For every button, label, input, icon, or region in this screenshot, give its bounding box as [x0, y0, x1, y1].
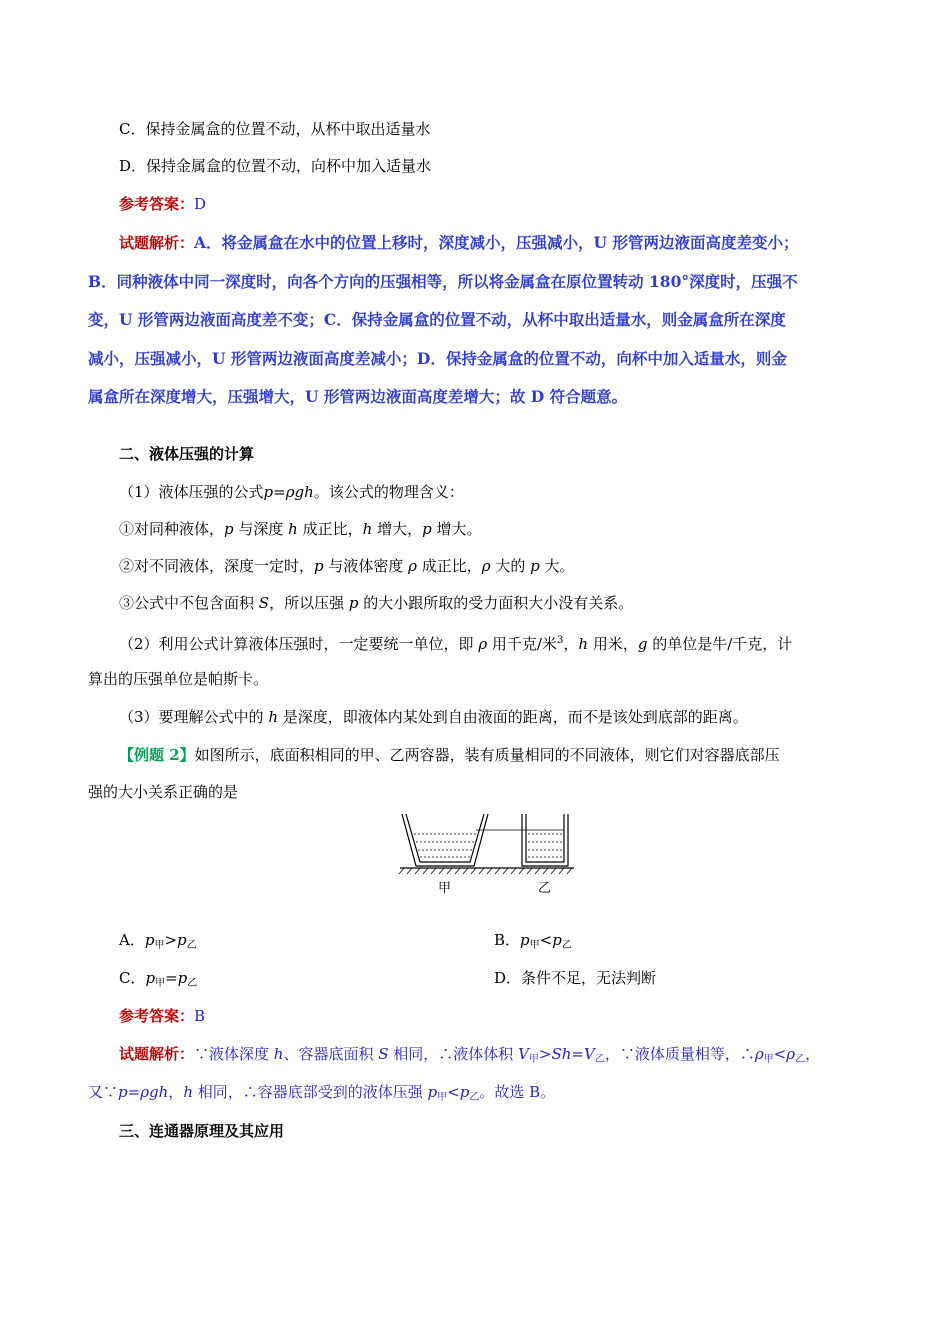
- subscript: 乙: [469, 1092, 480, 1103]
- text: >: [164, 931, 178, 949]
- symbol: ρ: [786, 1045, 796, 1063]
- text: 大。: [539, 557, 575, 575]
- text: 。故选 B。: [479, 1083, 556, 1101]
- text: ②对不同液体，深度一定时，: [119, 557, 315, 575]
- subscript: 乙: [594, 1054, 605, 1065]
- subscript: 甲: [155, 978, 166, 989]
- analysis-ex2-line-2: [88, 1082, 555, 1108]
- text: <: [539, 931, 553, 949]
- text: 、容器底面积: [283, 1045, 379, 1063]
- analysis-line-4: 减小，压强减小，U 形管两边液面高度差减小；D．保持金属盒的位置不动，向杯中加入适量水，则金: [88, 349, 787, 368]
- subscript: 甲: [528, 1054, 539, 1065]
- item-1: [119, 519, 481, 539]
- example-2-line-1: [119, 745, 780, 765]
- symbol: p: [422, 520, 432, 538]
- text: 用米，: [588, 635, 638, 653]
- subscript: 乙: [561, 940, 572, 951]
- text: 又∵: [88, 1083, 119, 1101]
- option-d-ex2: D．条件不足，无法判断: [494, 969, 657, 987]
- text: 。该公式的物理含义：: [313, 483, 464, 501]
- text: 与液体密度: [323, 557, 409, 575]
- answer-value: B: [194, 1007, 206, 1025]
- analysis-line-1: [119, 233, 798, 253]
- symbol: ρ: [481, 557, 491, 575]
- analysis-line-5: 属盒所在深度增大，压强增大，U 形管两边液面高度差增大；故 D 符合题意。: [88, 387, 628, 406]
- symbol: V: [518, 1045, 529, 1063]
- answer-line: [119, 194, 206, 214]
- subscript: 甲: [529, 940, 540, 951]
- text: 的大小跟所取的受力面积大小没有关系。: [358, 594, 634, 612]
- text: 的单位是牛/千克，计: [647, 635, 793, 653]
- text: B．: [494, 931, 521, 949]
- text: 相同，∴容器底部受到的液体压强: [192, 1083, 428, 1101]
- paragraph-2-cont: 算出的压强单位是帕斯卡。: [88, 670, 269, 688]
- symbol: p: [552, 931, 562, 949]
- ground-hatch: [399, 868, 572, 874]
- symbol: S: [378, 1045, 389, 1063]
- option-d: D．保持金属盒的位置不动，向杯中加入适量水: [119, 157, 432, 175]
- symbol: h: [362, 520, 373, 538]
- text: 成正比，: [297, 520, 363, 538]
- symbol: h: [268, 708, 278, 726]
- answer-value: D: [194, 195, 207, 213]
- option-c: C．保持金属盒的位置不动，从杯中取出适量水: [119, 120, 431, 138]
- text: 增大。: [431, 520, 482, 538]
- formula: p=ρgh: [263, 483, 314, 501]
- symbol: h: [183, 1083, 193, 1101]
- item-2: [119, 556, 575, 576]
- symbol: ρ: [754, 1045, 764, 1063]
- symbol: p: [348, 594, 359, 612]
- symbol: p: [520, 931, 530, 949]
- section-3-title: 三、连通器原理及其应用: [119, 1122, 285, 1140]
- symbol: p: [224, 520, 234, 538]
- symbol: ρ: [408, 557, 417, 575]
- analysis-text: A．将金属盒在水中的位置上移时，深度减小，压强减小，U 形管两边液面高度差变小；: [194, 233, 799, 252]
- option-b: [494, 930, 572, 956]
- symbol: h: [578, 635, 589, 653]
- text: =: [165, 969, 178, 987]
- text: （2）利用公式计算液体压强时，一定要统一单位，即: [119, 635, 479, 653]
- superscript: 3: [556, 635, 564, 646]
- liquid-jia: [414, 834, 476, 857]
- text: ，: [168, 1083, 184, 1101]
- answer-label: 参考答案：: [119, 1007, 195, 1025]
- analysis-line-2: B．同种液体中同一深度时，向各个方向的压强相等，所以将金属盒在原位置转动 180°深度时，压强不: [88, 272, 798, 291]
- symbol: S: [258, 594, 270, 612]
- text: =: [127, 1083, 141, 1101]
- text: 是深度，即液体内某处到自由液面的距离，而不是该处到底部的距离。: [277, 708, 748, 726]
- analysis-label: 试题解析：: [119, 1045, 195, 1063]
- text: ，所以压强: [269, 594, 349, 612]
- symbol: ρ: [478, 635, 488, 653]
- text: 增大，: [372, 520, 423, 538]
- text: ∵液体深度: [194, 1045, 274, 1063]
- subscript: 甲: [763, 1054, 774, 1065]
- example-label: 【例题 2】: [119, 746, 195, 764]
- symbol: ρgh: [140, 1083, 169, 1101]
- symbol: p: [427, 1083, 438, 1101]
- text: 成正比，: [417, 557, 482, 575]
- symbol: p: [177, 931, 187, 949]
- symbol: h: [288, 520, 298, 538]
- text: <: [447, 1083, 460, 1101]
- text: ，: [563, 635, 579, 653]
- text: ③公式中不包含面积: [119, 594, 259, 612]
- text: ，: [805, 1045, 821, 1063]
- subscript: 乙: [795, 1054, 806, 1065]
- text: （1）液体压强的公式: [119, 483, 264, 501]
- paragraph-3: [119, 707, 748, 727]
- symbol: p: [459, 1083, 470, 1101]
- symbol: >Sh=V: [538, 1045, 595, 1063]
- symbol: p: [530, 557, 540, 575]
- subscript: 甲: [437, 1092, 448, 1103]
- paragraph-2: [119, 631, 792, 654]
- text: 用千克/米: [487, 635, 557, 653]
- analysis-ex2-line-1: [119, 1044, 820, 1070]
- symbol: g: [637, 635, 648, 653]
- container-yi: [522, 814, 568, 866]
- symbol: p: [118, 1083, 128, 1101]
- text: 与深度: [233, 520, 289, 538]
- text: C．: [119, 969, 146, 987]
- analysis-label: 试题解析：: [119, 234, 195, 252]
- symbol: h: [273, 1045, 284, 1063]
- text: 相同，∴液体体积: [388, 1045, 519, 1063]
- text: 大的: [490, 557, 531, 575]
- text: <: [773, 1045, 787, 1063]
- subscript: 乙: [187, 978, 198, 989]
- liquid-yi: [528, 834, 562, 857]
- answer-label: 参考答案：: [119, 195, 195, 213]
- option-c-ex2: [119, 968, 197, 994]
- example-text: 如图所示，底面积相同的甲、乙两容器，装有质量相同的不同液体，则它们对容器底部压: [194, 746, 780, 764]
- section-title: 二、液体压强的计算: [119, 445, 255, 463]
- container-jia: [402, 814, 488, 866]
- symbol: p: [145, 969, 156, 987]
- answer-line-ex2: [119, 1006, 205, 1026]
- text: A．: [119, 931, 145, 949]
- example-2-line-2: 强的大小关系正确的是: [88, 783, 239, 801]
- subscript: 甲: [154, 940, 165, 951]
- text: （3）要理解公式中的: [119, 708, 269, 726]
- item-3: [119, 593, 633, 613]
- analysis-line-3: 变，U 形管两边液面高度差不变；C．保持金属盒的位置不动，从杯中取出适量水，则金属盒所在深度: [88, 310, 786, 329]
- symbol: p: [314, 557, 324, 575]
- label-yi: 乙: [538, 881, 552, 896]
- paragraph-1: [119, 482, 464, 502]
- containers-figure: [396, 808, 578, 898]
- text: ，∵液体质量相等，∴: [604, 1045, 755, 1063]
- option-a: [119, 930, 197, 956]
- symbol: p: [144, 931, 155, 949]
- symbol: p: [177, 969, 188, 987]
- subscript: 乙: [186, 940, 197, 951]
- label-jia: 甲: [438, 881, 452, 896]
- text: ①对同种液体，: [119, 520, 225, 538]
